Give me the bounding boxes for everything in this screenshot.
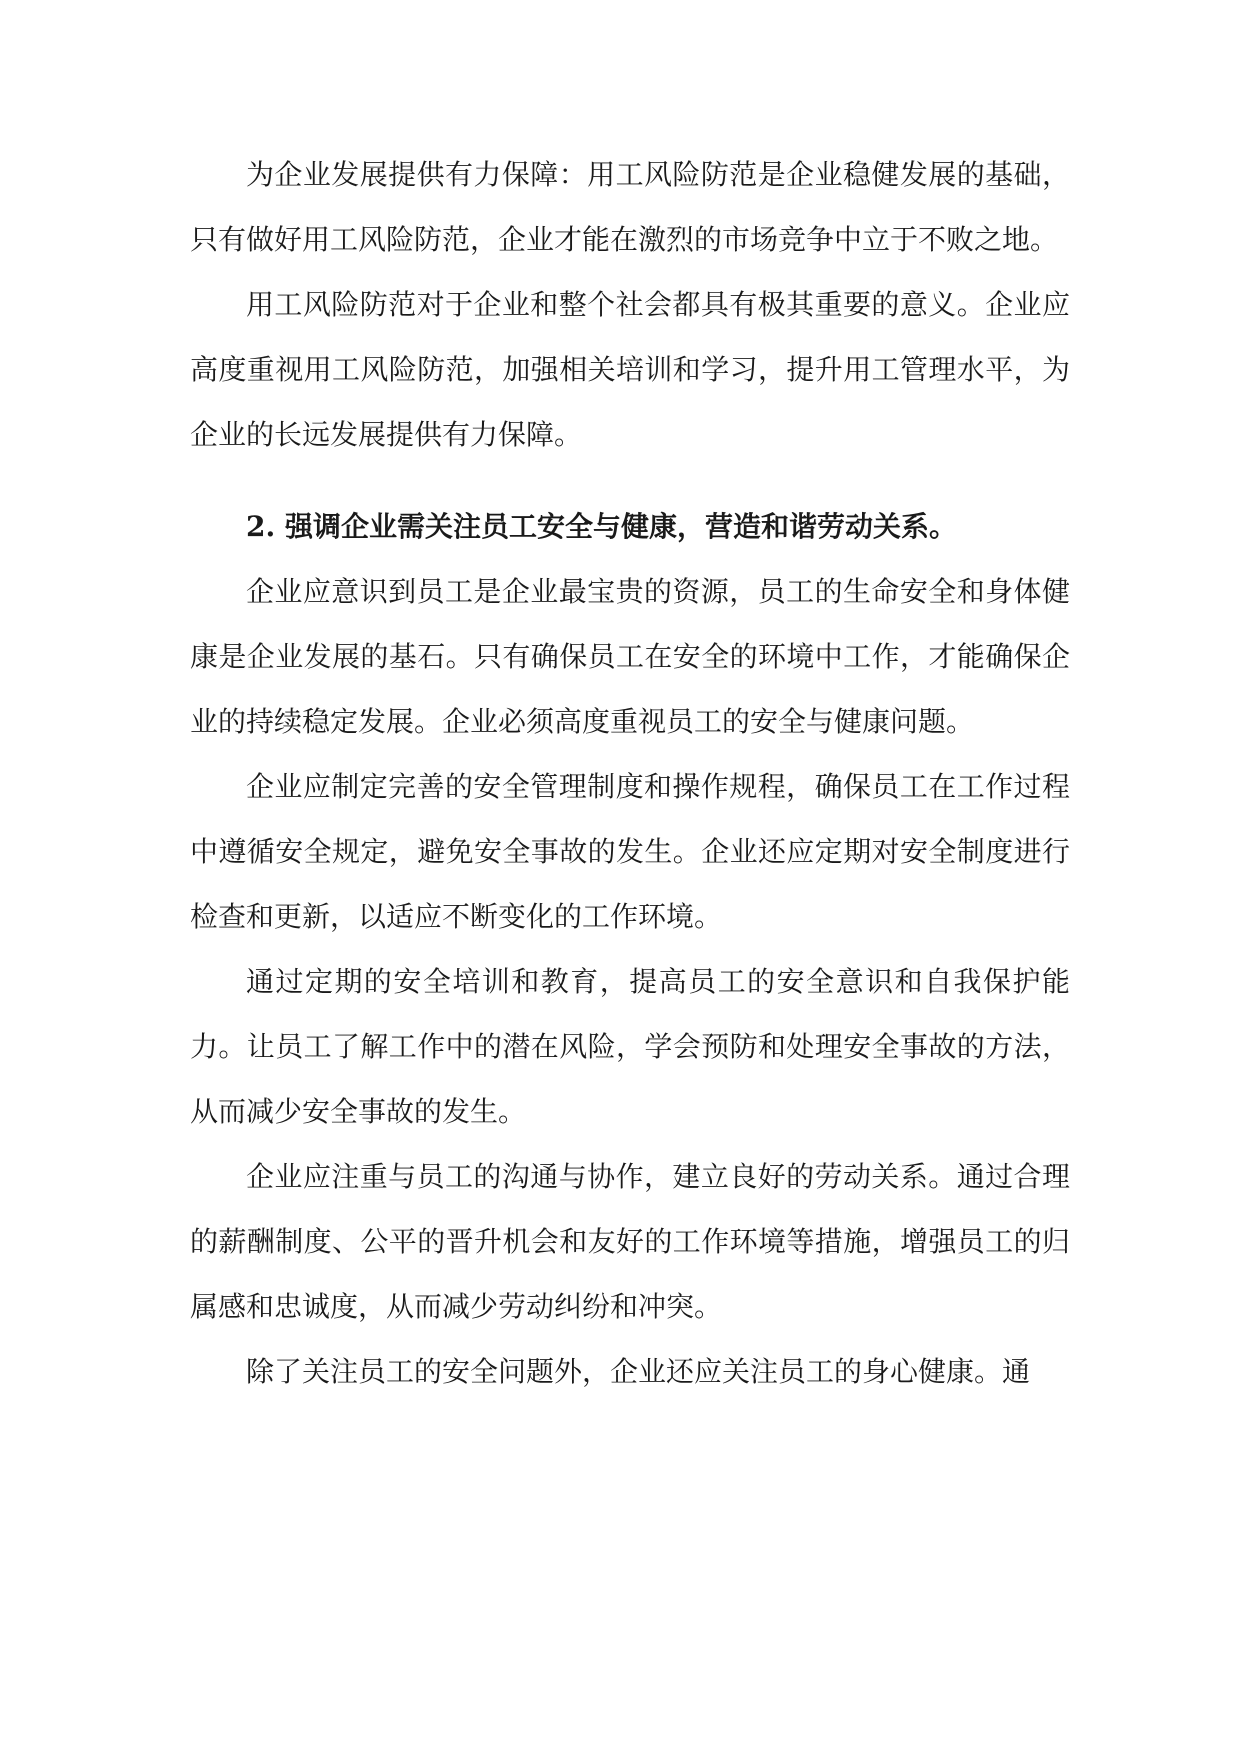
paragraph: 企业应意识到员工是企业最宝贵的资源，员工的生命安全和身体健康是企业发展的基石。只有确保员工在安全的环境中工作，才能确保企业的持续稳定发展。企业必须高度重视员工的安全与健康问题。 bbox=[190, 575, 1070, 738]
paragraph: 企业应制定完善的安全管理制度和操作规程，确保员工在工作过程中遵循安全规定，避免安全事故的发生。企业还应定期对安全制度进行检查和更新，以适应不断变化的工作环境。 bbox=[190, 770, 1070, 933]
paragraph: 除了关注员工的安全问题外，企业还应关注员工的身心健康。通 bbox=[246, 1355, 1031, 1388]
paragraph: 为企业发展提供有力保障：用工风险防范是企业稳健发展的基础，只有做好用工风险防范，企业才能在激烈的市场竞争中立于不败之地。 bbox=[190, 158, 1070, 256]
paragraph: 通过定期的安全培训和教育，提高员工的安全意识和自我保护能力。让员工了解工作中的潜在风险，学会预防和处理安全事故的方法，从而减少安全事故的发生。 bbox=[190, 965, 1070, 1128]
paragraph: 企业应注重与员工的沟通与协作，建立良好的劳动关系。通过合理的薪酬制度、公平的晋升机会和友好的工作环境等措施，增强员工的归属感和忠诚度，从而减少劳动纠纷和冲突。 bbox=[190, 1160, 1070, 1323]
document-body bbox=[190, 142, 1070, 1404]
section-heading: 2. 强调企业需关注员工安全与健康，营造和谐劳动关系。 bbox=[246, 510, 957, 543]
paragraph: 用工风险防范对于企业和整个社会都具有极其重要的意义。企业应高度重视用工风险防范，加强相关培训和学习，提升用工管理水平，为企业的长远发展提供有力保障。 bbox=[190, 288, 1070, 451]
